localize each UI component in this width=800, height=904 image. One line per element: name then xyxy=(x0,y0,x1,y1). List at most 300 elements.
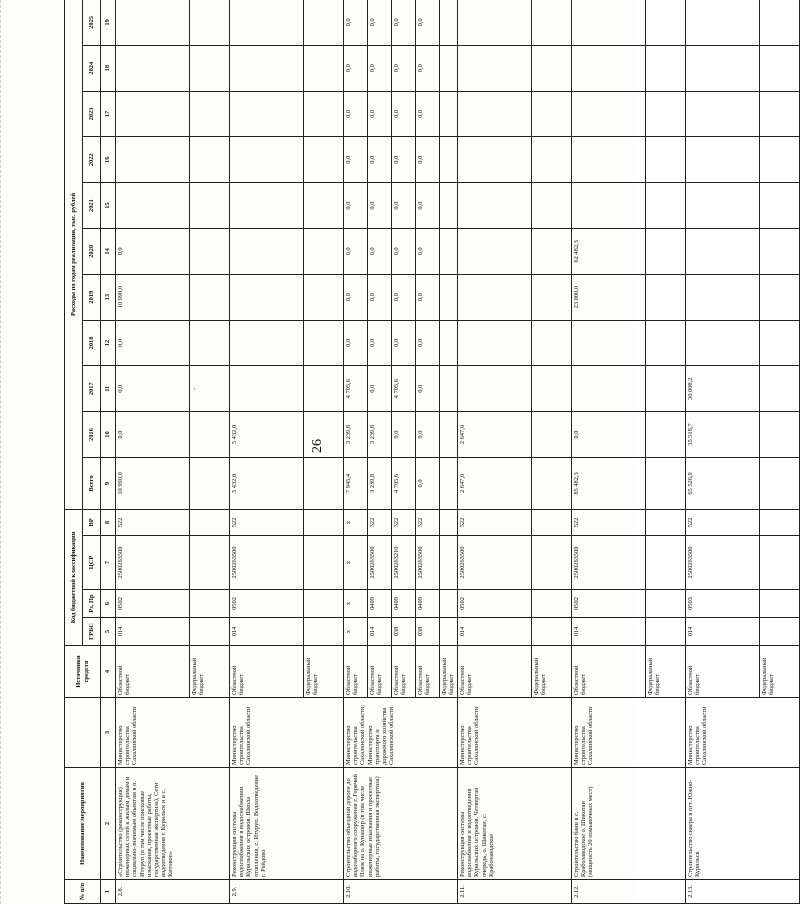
vr-code: 522 xyxy=(686,509,760,535)
measure-name: Строительство бани в с. Крабозаводское о. Шикотан (мощность 20 помывочных мест) xyxy=(572,768,686,880)
row-number: 2.10. xyxy=(344,880,458,904)
funding-source: Федеральный бюджет xyxy=(440,646,458,698)
year-value xyxy=(190,320,230,366)
header-source: Источники средств xyxy=(65,646,101,698)
year-value: 2 647,0 xyxy=(458,412,532,458)
rzpr-code xyxy=(532,590,572,618)
column-number: 1 xyxy=(101,880,116,904)
funding-source: Федеральный бюджет xyxy=(760,646,800,698)
year-value: 0,0 xyxy=(116,228,190,274)
rzpr-code: x xyxy=(344,590,368,618)
year-value: 0,0 xyxy=(392,183,416,229)
year-value xyxy=(532,274,572,320)
executor: Министерство строительства Сахалинской области xyxy=(116,698,230,768)
total-value xyxy=(190,457,230,509)
rzpr-code: 0502 xyxy=(230,590,304,618)
year-value: 0,0 xyxy=(392,45,416,91)
column-number: 5 xyxy=(101,618,116,646)
year-value xyxy=(304,91,344,137)
rzpr-code: 0502 xyxy=(572,590,646,618)
year-value xyxy=(646,412,686,458)
executor: Министерство строительства Сахалинской области xyxy=(458,698,572,768)
year-value xyxy=(532,45,572,91)
year-value xyxy=(760,412,800,458)
column-number: 14 xyxy=(101,228,116,274)
total-value xyxy=(646,457,686,509)
year-value xyxy=(458,320,532,366)
year-value xyxy=(646,228,686,274)
year-value: 0,0 xyxy=(116,412,190,458)
year-value: 62 482,3 xyxy=(572,228,646,274)
year-value xyxy=(760,183,800,229)
column-number: 4 xyxy=(101,646,116,698)
year-value xyxy=(440,0,458,45)
year-value xyxy=(190,274,230,320)
rzpr-code: 0502 xyxy=(458,590,532,618)
year-value xyxy=(760,137,800,183)
year-value xyxy=(190,183,230,229)
grbs-code: 014 xyxy=(686,618,760,646)
header-kbk-group: Код бюджетной классификации xyxy=(65,509,83,645)
year-value xyxy=(190,228,230,274)
year-value: 35 518,7 xyxy=(686,412,760,458)
header-row-num: № п/п xyxy=(65,880,101,904)
executor: Министерство строительства Сахалинской области xyxy=(230,698,344,768)
row-number: 2.12. xyxy=(572,880,686,904)
funding-source: Областной бюджет xyxy=(458,646,532,698)
executor: Министерство строительства Сахалинской области xyxy=(572,698,686,768)
header-year: 2019 xyxy=(83,274,101,320)
year-value xyxy=(190,412,230,458)
year-value xyxy=(646,0,686,45)
vr-code xyxy=(646,509,686,535)
table-row xyxy=(344,0,368,904)
year-value xyxy=(686,183,760,229)
grbs-code xyxy=(760,618,800,646)
year-value: 0,0 xyxy=(344,137,368,183)
year-value xyxy=(686,228,760,274)
csr-code: 2500263500 xyxy=(116,536,190,590)
year-value xyxy=(572,45,646,91)
year-value: 0,0 xyxy=(392,91,416,137)
year-value: 0,0 xyxy=(416,412,440,458)
year-value xyxy=(304,274,344,320)
year-value: 3 239,8 xyxy=(344,412,368,458)
year-value xyxy=(458,137,532,183)
header-executor xyxy=(65,698,101,768)
year-value xyxy=(230,274,304,320)
year-value xyxy=(760,0,800,45)
year-value xyxy=(440,91,458,137)
year-value xyxy=(646,137,686,183)
year-value xyxy=(190,45,230,91)
funding-source: Федеральный бюджет xyxy=(304,646,344,698)
table-row xyxy=(686,0,760,904)
year-value: 0,0 xyxy=(116,366,190,412)
column-number: 10 xyxy=(101,412,116,458)
year-value xyxy=(760,45,800,91)
year-value xyxy=(440,320,458,366)
year-value xyxy=(116,45,190,91)
column-number: 2 xyxy=(101,768,116,880)
year-value xyxy=(458,91,532,137)
year-value xyxy=(440,183,458,229)
total-value: 10 990,0 xyxy=(116,457,190,509)
measure-name: Строительство сквера в пгт. Южно-Курильск xyxy=(686,768,800,880)
rzpr-code: 0503 xyxy=(686,590,760,618)
year-value: 0,0 xyxy=(368,274,392,320)
grbs-code: 014 xyxy=(458,618,532,646)
column-number: 3 xyxy=(101,698,116,768)
year-value: 0,0 xyxy=(344,228,368,274)
year-value xyxy=(304,366,344,412)
year-value xyxy=(230,137,304,183)
year-value: 0,0 xyxy=(416,0,440,45)
year-value xyxy=(572,91,646,137)
column-number: 7 xyxy=(101,536,116,590)
table-row xyxy=(572,0,646,904)
funding-source: Областной бюджет xyxy=(392,646,416,698)
year-value xyxy=(116,91,190,137)
year-value xyxy=(440,228,458,274)
total-value: 85 482,3 xyxy=(572,457,646,509)
vr-code xyxy=(190,509,230,535)
header-vr: ВР xyxy=(83,509,101,535)
budget-table xyxy=(64,0,800,904)
year-value xyxy=(532,412,572,458)
vr-code: 522 xyxy=(368,509,392,535)
year-value xyxy=(686,91,760,137)
year-value xyxy=(572,320,646,366)
year-value: 0,0 xyxy=(368,366,392,412)
year-value xyxy=(304,183,344,229)
column-number: 6 xyxy=(101,590,116,618)
header-name: Наименование мероприятия xyxy=(65,768,101,880)
year-value xyxy=(190,137,230,183)
header-year: 2020 xyxy=(83,228,101,274)
funding-source: Федеральный бюджет xyxy=(646,646,686,698)
year-value xyxy=(458,366,532,412)
year-value xyxy=(190,91,230,137)
rzpr-code: 0409 xyxy=(416,590,440,618)
year-value: 0,0 xyxy=(368,228,392,274)
year-value xyxy=(760,91,800,137)
total-value xyxy=(440,457,458,509)
column-number: 8 xyxy=(101,509,116,535)
rzpr-code xyxy=(304,590,344,618)
year-value: 0,0 xyxy=(392,320,416,366)
vr-code: 522 xyxy=(392,509,416,535)
vr-code: 522 xyxy=(572,509,646,535)
grbs-code: 014 xyxy=(230,618,304,646)
funding-source: Федеральный бюджет xyxy=(190,646,230,698)
header-grbs: ГРБС xyxy=(83,618,101,646)
year-value xyxy=(116,183,190,229)
vr-code: x xyxy=(344,509,368,535)
year-value xyxy=(646,320,686,366)
total-value: 65 526,9 xyxy=(686,457,760,509)
vr-code: 522 xyxy=(458,509,532,535)
column-number: 9 xyxy=(101,457,116,509)
year-value xyxy=(532,183,572,229)
year-value xyxy=(532,366,572,412)
year-value: 4 705,6 xyxy=(392,366,416,412)
year-value: 0,0 xyxy=(368,0,392,45)
year-value xyxy=(532,320,572,366)
csr-code xyxy=(532,536,572,590)
year-value xyxy=(572,0,646,45)
csr-code xyxy=(304,536,344,590)
grbs-code: 014 xyxy=(572,618,646,646)
grbs-code xyxy=(304,618,344,646)
column-number: 15 xyxy=(101,183,116,229)
funding-source: Областной бюджет xyxy=(416,646,440,698)
year-value xyxy=(304,320,344,366)
year-value xyxy=(686,137,760,183)
year-value xyxy=(760,320,800,366)
year-value xyxy=(646,91,686,137)
year-value: 5 432,0 xyxy=(230,412,304,458)
measure-name: Реконструкция системы водоснабжения и водоотведения Курильских островов. Четвертая очередь, о. Шикотан, с. Крабозаводское xyxy=(458,768,572,880)
year-value xyxy=(190,0,230,45)
grbs-code: x xyxy=(344,618,368,646)
header-year: 2021 xyxy=(83,183,101,229)
header-year: 2024 xyxy=(83,45,101,91)
table-row xyxy=(458,0,532,904)
year-value xyxy=(646,366,686,412)
year-value: 0,0 xyxy=(344,0,368,45)
column-number: 16 xyxy=(101,137,116,183)
total-value: 2 647,0 xyxy=(458,457,532,509)
year-value: 0,0 xyxy=(368,183,392,229)
year-value xyxy=(458,0,532,45)
year-value xyxy=(304,45,344,91)
page-number: 26 xyxy=(310,439,325,453)
column-number: 19 xyxy=(101,0,116,45)
grbs-code xyxy=(440,618,458,646)
year-value: 0,0 xyxy=(344,45,368,91)
year-value xyxy=(760,228,800,274)
year-value xyxy=(304,412,344,458)
header-year: 2023 xyxy=(83,91,101,137)
year-value xyxy=(440,45,458,91)
funding-source: Областной бюджет xyxy=(686,646,760,698)
year-value xyxy=(760,274,800,320)
scan-edge-marks xyxy=(0,0,7,904)
year-value xyxy=(440,366,458,412)
row-number: 2.8. xyxy=(116,880,230,904)
rzpr-code: 0409 xyxy=(368,590,392,618)
year-value: 0,0 xyxy=(392,137,416,183)
year-value: 0,0 xyxy=(392,228,416,274)
year-value xyxy=(458,183,532,229)
year-value: 0,0 xyxy=(416,274,440,320)
row-number: 2.9. xyxy=(230,880,344,904)
funding-source: Федеральный бюджет xyxy=(532,646,572,698)
header-year: 2025 xyxy=(83,0,101,45)
total-value xyxy=(304,457,344,509)
executor: Министерство строительства Сахалинской области; Министерство транспорта и дорожного хозяйства Сахалинской области xyxy=(344,698,458,768)
rzpr-code xyxy=(646,590,686,618)
column-number: 13 xyxy=(101,274,116,320)
grbs-code xyxy=(190,618,230,646)
column-number: 17 xyxy=(101,91,116,137)
grbs-code: 014 xyxy=(368,618,392,646)
year-value xyxy=(230,91,304,137)
year-value: 0,0 xyxy=(416,320,440,366)
year-value: - xyxy=(190,366,230,412)
year-value xyxy=(458,228,532,274)
year-value xyxy=(116,0,190,45)
year-value xyxy=(230,0,304,45)
year-value: 0,0 xyxy=(344,274,368,320)
year-value xyxy=(440,412,458,458)
vr-code: 522 xyxy=(116,509,190,535)
measure-name: «Строительство (реконструкция) инженерных сетей к жилым домам и социально-значимым объектам в п. Итуруп (в том числе поисковые изыскания, проектные работы, государственная экспертиза), Сети водоотведения г. Курильск и в с. Китовое» xyxy=(116,768,230,880)
header-years-group: Расходы по годам реализации, тыс. рублей xyxy=(65,0,83,509)
year-value: 23 000,0 xyxy=(572,274,646,320)
year-value xyxy=(230,45,304,91)
year-value: 0,0 xyxy=(344,91,368,137)
header-year: 2022 xyxy=(83,137,101,183)
year-value xyxy=(532,137,572,183)
year-value: 0,0 xyxy=(368,91,392,137)
year-value xyxy=(230,228,304,274)
year-value: 30 008,2 xyxy=(686,366,760,412)
vr-code: 522 xyxy=(416,509,440,535)
column-number: 12 xyxy=(101,320,116,366)
csr-code: 2500263210 xyxy=(392,536,416,590)
csr-code: 2500263500 xyxy=(458,536,532,590)
year-value xyxy=(230,320,304,366)
rzpr-code xyxy=(440,590,458,618)
header-year: 2017 xyxy=(83,366,101,412)
year-value: 0,0 xyxy=(368,137,392,183)
row-number: 2.11. xyxy=(458,880,572,904)
header-rzpr: Рз, Пр xyxy=(83,590,101,618)
vr-code xyxy=(760,509,800,535)
grbs-code xyxy=(646,618,686,646)
vr-code xyxy=(532,509,572,535)
year-value xyxy=(230,183,304,229)
year-value xyxy=(304,228,344,274)
csr-code: 2500263500 xyxy=(230,536,304,590)
year-value: 0,0 xyxy=(416,183,440,229)
column-number: 11 xyxy=(101,366,116,412)
year-value xyxy=(440,274,458,320)
grbs-code: 038 xyxy=(416,618,440,646)
column-number: 18 xyxy=(101,45,116,91)
year-value: 0,0 xyxy=(392,0,416,45)
year-value xyxy=(116,137,190,183)
year-value: 0,0 xyxy=(392,412,416,458)
year-value xyxy=(532,0,572,45)
year-value: 4 705,6 xyxy=(344,366,368,412)
csr-code: x xyxy=(344,536,368,590)
csr-code xyxy=(190,536,230,590)
year-value xyxy=(646,183,686,229)
csr-code xyxy=(646,536,686,590)
year-value xyxy=(686,274,760,320)
year-value: 0,0 xyxy=(416,137,440,183)
vr-code xyxy=(304,509,344,535)
year-value: 10 990,0 xyxy=(116,274,190,320)
year-value: 0,0 xyxy=(116,320,190,366)
total-value: 3 239,8 xyxy=(368,457,392,509)
row-number: 2.13. xyxy=(686,880,800,904)
year-value: 0,0 xyxy=(344,183,368,229)
funding-source: Областной бюджет xyxy=(344,646,368,698)
year-value: 0,0 xyxy=(572,412,646,458)
csr-code: 2500263500 xyxy=(416,536,440,590)
csr-code: 2500263500 xyxy=(368,536,392,590)
year-value xyxy=(646,45,686,91)
year-value: 0,0 xyxy=(416,366,440,412)
header-csr: ЦСР xyxy=(83,536,101,590)
year-value xyxy=(686,0,760,45)
year-value: 0,0 xyxy=(344,320,368,366)
funding-source: Областной бюджет xyxy=(230,646,304,698)
funding-source: Областной бюджет xyxy=(116,646,190,698)
year-value: 0,0 xyxy=(368,320,392,366)
table-row xyxy=(230,0,304,904)
total-value: 5 432,0 xyxy=(230,457,304,509)
year-value xyxy=(532,91,572,137)
total-value xyxy=(760,457,800,509)
year-value: 0,0 xyxy=(416,91,440,137)
rzpr-code xyxy=(190,590,230,618)
total-value: 7 945,4 xyxy=(344,457,368,509)
csr-code xyxy=(760,536,800,590)
funding-source: Областной бюджет xyxy=(368,646,392,698)
csr-code: 2500263500 xyxy=(686,536,760,590)
grbs-code: 038 xyxy=(392,618,416,646)
year-value xyxy=(458,274,532,320)
csr-code: 2500263500 xyxy=(572,536,646,590)
year-value: 0,0 xyxy=(416,45,440,91)
header-year: 2018 xyxy=(83,320,101,366)
table-row xyxy=(116,0,190,904)
year-value xyxy=(230,366,304,412)
rzpr-code: 0409 xyxy=(392,590,416,618)
year-value xyxy=(572,137,646,183)
vr-code xyxy=(440,509,458,535)
year-value: 0,0 xyxy=(416,228,440,274)
year-value xyxy=(646,274,686,320)
year-value xyxy=(572,366,646,412)
year-value xyxy=(440,137,458,183)
year-value xyxy=(760,366,800,412)
year-value xyxy=(572,183,646,229)
vr-code: 522 xyxy=(230,509,304,535)
executor: Министерство строительства Сахалинской области xyxy=(686,698,800,768)
year-value: 0,0 xyxy=(368,45,392,91)
year-value xyxy=(458,45,532,91)
column-number-row xyxy=(101,0,116,904)
grbs-code xyxy=(532,618,572,646)
total-value: 4 705,6 xyxy=(392,457,416,509)
year-value xyxy=(686,320,760,366)
year-value: 3 239,8 xyxy=(368,412,392,458)
csr-code xyxy=(440,536,458,590)
funding-source: Областной бюджет xyxy=(572,646,646,698)
total-value: 0,0 xyxy=(416,457,440,509)
year-value xyxy=(686,45,760,91)
year-value xyxy=(304,0,344,45)
measure-name: Реконструкция системы водоснабжения в водоснабжении Курильских островов. Школа отопления, с. Итуруп. Водоотведение г. Рейдово xyxy=(230,768,344,880)
year-value: 0,0 xyxy=(392,274,416,320)
rzpr-code: 0502 xyxy=(116,590,190,618)
